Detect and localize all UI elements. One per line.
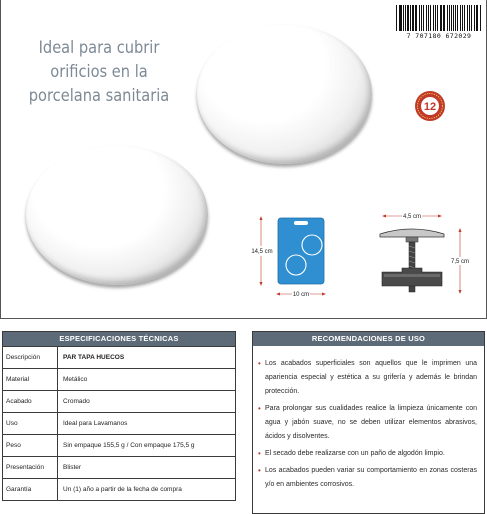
barcode-bar [477,5,478,31]
barcode-bar [416,5,417,31]
frame-left [0,0,1,318]
barcode [396,5,482,41]
barcode-bar [440,5,441,31]
recommendations-title: RECOMENDACIONES DE USO [253,332,484,346]
barcode-bar [460,5,461,31]
barcode-bar [455,5,456,31]
tagline-line-1: Ideal para cubrir [38,38,160,58]
barcode-bar [400,5,401,31]
warranty-badge-number: 12 [423,101,437,113]
spec-label: Garantía [3,479,58,500]
barcode-bar [471,5,472,31]
frame-divider [0,318,487,319]
spec-row-warranty [3,478,235,500]
barcode-bar [428,5,430,31]
spec-label: Presentación [3,457,58,478]
barcode-bar [430,5,431,31]
specs-table [2,331,236,501]
barcode-bar [449,5,450,31]
cap-disc-small [26,145,208,285]
barcode-bar [447,5,448,31]
barcode-bar [464,5,466,31]
barcode-bar [443,5,445,31]
barcode-bar [469,5,470,31]
barcode-bar [453,5,454,31]
specs-title: ESPECIFICACIONES TÉCNICAS [3,332,235,346]
spec-value: Blister [63,464,82,471]
spec-value: PAR TAPA HUECOS [63,354,125,361]
barcode-bar [410,5,411,31]
spec-value: Ideal para Lavamanos [63,420,128,427]
barcode-number: 7 707180 672029 [406,32,472,40]
recommendations-list [253,346,484,492]
spec-label: Uso [3,413,58,434]
barcode-bar [399,5,400,31]
barcode-bars [396,5,482,31]
spec-label: Acabado [3,391,58,412]
spec-value: Cromado [63,398,90,405]
barcode-bar [451,5,452,31]
spec-row-material [3,368,235,390]
spec-row-use [3,412,235,434]
blister-package-diagram [251,212,332,304]
barcode-bar [419,5,420,31]
barcode-bar [396,5,397,31]
recommendation-item: • Los acabados pueden variar su comportamiento en zonas costeras y/o en ambientes corrosivos. [259,464,477,492]
spec-label: Descripción [3,347,58,368]
warranty-badge-icon [414,90,446,122]
barcode-bar [421,5,422,31]
cap-disc-large [197,24,372,164]
recommendations-panel [252,331,485,514]
barcode-bar [441,5,442,31]
barcode-bar [407,5,409,31]
tagline-line-3: porcelana sanitaria [28,86,170,106]
spec-row-weight [3,434,235,456]
barcode-bar [405,5,406,31]
tagline-line-2: orificios en la [50,62,148,82]
spec-value: Un (1) año a partir de la fecha de compra [63,486,182,493]
cap-width-label: 4,5 cm [402,214,422,220]
barcode-bar [480,5,481,31]
barcode-bar [437,5,438,31]
package-height-label: 14,5 cm [251,249,273,255]
assembly-height-label: 7,5 cm [450,259,470,265]
barcode-bar [476,5,477,31]
spec-label: Peso [3,435,58,456]
tagline [26,36,172,108]
barcode-bar [423,5,424,31]
recommendation-item: • Los acabados superficiales son aquellos que le imprimen una apariencia especial y estética a su grifería y además le brindan protección. [259,357,477,399]
barcode-bar [474,5,475,31]
spec-value: Metálico [63,376,88,383]
barcode-bar [467,5,468,31]
barcode-bar [412,5,413,31]
recommendation-item: • Para prolongar sus cualidades realice la limpieza únicamente con agua y jabón suave, no se deben utilizar elementos abrasivos, ácidos y disolventes. [259,402,477,444]
package-width-label: 10 cm [292,292,310,298]
barcode-bar [435,5,436,31]
spec-row-finish [3,390,235,412]
barcode-bar [433,5,434,31]
spec-row-description [3,346,235,368]
barcode-bar [457,5,458,31]
barcode-bar [462,5,463,31]
recommendation-item: • El secado debe realizarse con un paño de algodón limpio. [259,447,477,461]
cap-side-view-diagram [372,206,478,300]
barcode-bar [403,5,404,31]
spec-value: Sin empaque 155,5 g / Con empaque 175,5 g [63,442,195,449]
spec-row-presentation [3,456,235,478]
barcode-bar [426,5,427,31]
spec-label: Material [3,369,58,390]
barcode-bar [415,5,416,31]
